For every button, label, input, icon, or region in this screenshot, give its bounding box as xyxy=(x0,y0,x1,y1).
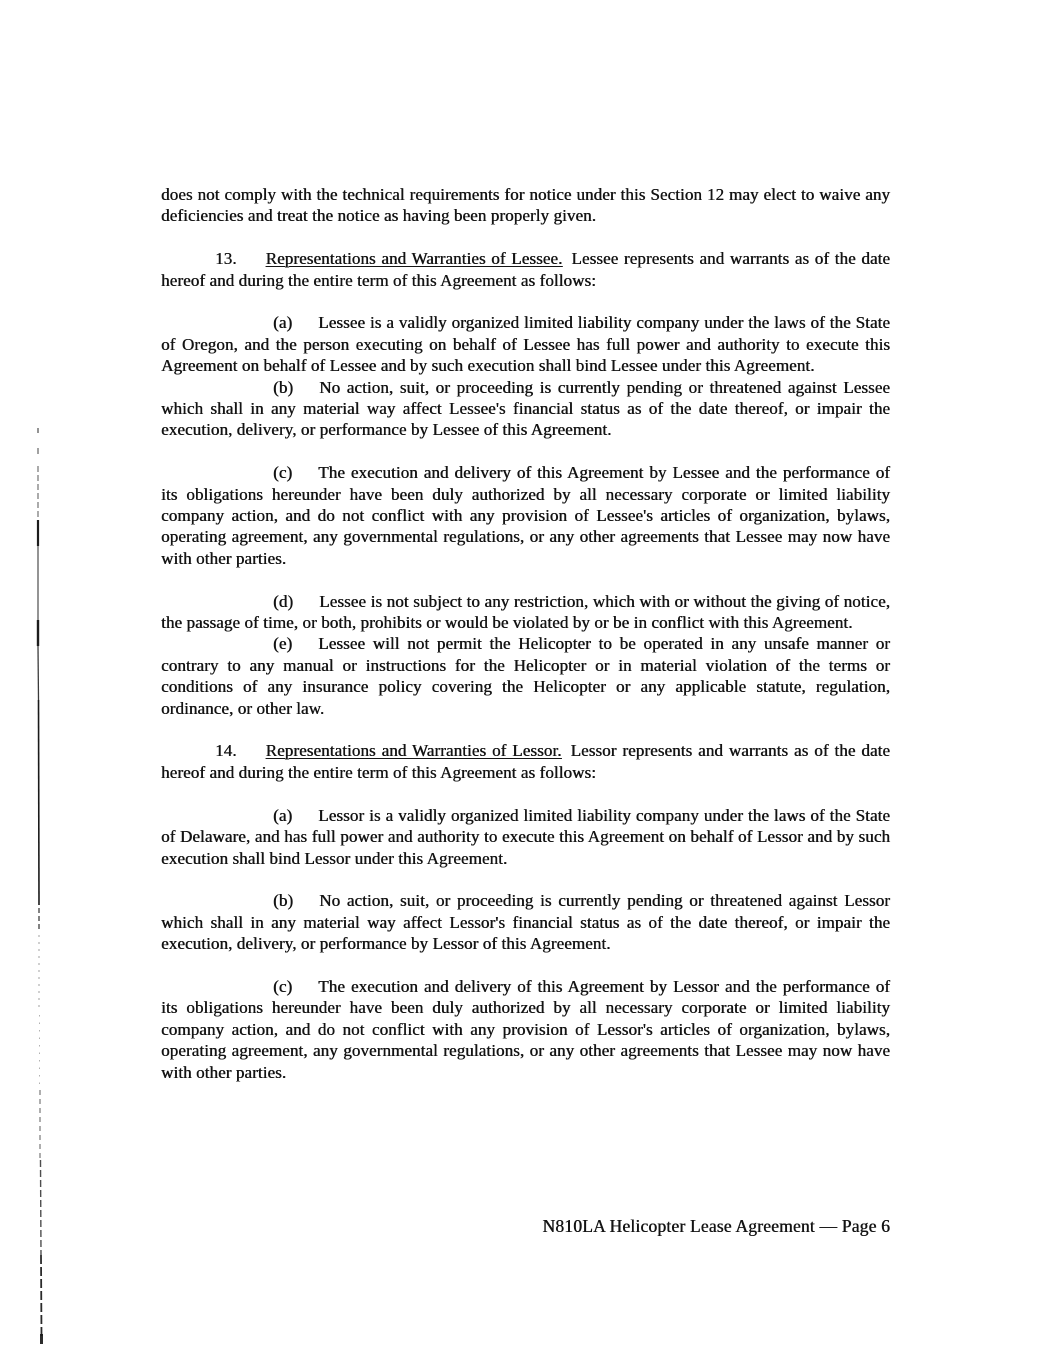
paragraph-intro-text: does not comply with the technical requirements for notice under this Section 12 may elect to waive any deficiencies and treat the notice as having been properly given. xyxy=(161,185,890,226)
clause-13d-text: Lessee is not subject to any restriction, which with or without the giving of notice, the passage of time, or both, prohibits or would be violated by or be in conflict with this Agreement. xyxy=(161,591,890,633)
clause-13d xyxy=(161,591,890,634)
section-14-heading-tail: Lessor represents and warrants as of the date hereof and during the entire term of this Agreement as follows: xyxy=(161,741,890,782)
section-13-heading xyxy=(161,248,890,291)
clause-13b-label: (b) xyxy=(273,377,294,397)
section-13-heading-tail: Lessee represents and warrants as of the date hereof and during the entire term of this Agreement as follows: xyxy=(161,249,890,290)
clause-14a xyxy=(161,805,890,869)
clause-13e-label: (e) xyxy=(273,634,293,654)
page-footer-text: N810LA Helicopter Lease Agreement — Page 6 xyxy=(542,1216,890,1236)
paragraph-intro xyxy=(161,184,890,227)
clause-13a-label: (a) xyxy=(273,313,293,333)
clause-14b-label: (b) xyxy=(273,891,294,911)
document-body xyxy=(161,184,890,1083)
clause-13e-text: Lessee will not permit the Helicopter to be operated in any unsafe manner or contrary to any manual or instructions for the Helicopter or in material violation of the terms or conditions of any insurance policy covering the Helicopter or any applicable statute, regulation, ordinance, or other law. xyxy=(161,634,890,718)
section-14-title: Representations and Warranties of Lessor. xyxy=(265,741,562,761)
scan-artifact-line xyxy=(0,0,60,1365)
clause-14a-text: Lessor is a validly organized limited liability company under the laws of the State of Delaware, and has full power and authority to execute this Agreement on behalf of Lessor and by such execution shall bind Lessor under this Agreement. xyxy=(161,805,890,868)
clause-13a-text: Lessee is a validly organized limited liability company under the laws of the State of Oregon, and the person executing on behalf of Lessee has full power and authority to execute this Agreement on behalf of Lessee and by such execution shall bind Lessee under this Agreement. xyxy=(161,313,890,376)
clause-13e xyxy=(161,633,890,719)
clause-13b-text: No action, suit, or proceeding is currently pending or threatened against Lessee which shall in any material way affect Lessee's financial status as of the date thereof, or impair the execution, delivery, or performance by Lessee of this Agreement. xyxy=(161,377,890,440)
section-14-heading xyxy=(161,740,890,783)
clause-14a-label: (a) xyxy=(273,805,293,825)
clause-14b xyxy=(161,890,890,954)
clause-13c-text: The execution and delivery of this Agreement by Lessee and the performance of its obligations hereunder have been duly authorized by all necessary corporate or limited liability company action, and do not conflict with any provision of Lessee's articles of organization, bylaws, operating agreement, any governmental regulations, or any other agreements that Lessee may now have with other parties. xyxy=(161,463,890,568)
clause-13c xyxy=(161,462,890,569)
clause-14c-label: (c) xyxy=(273,976,293,996)
section-14-number: 14. xyxy=(215,741,237,761)
clause-13c-label: (c) xyxy=(273,463,293,483)
page-footer xyxy=(161,1216,890,1237)
section-13-title: Representations and Warranties of Lessee. xyxy=(265,249,563,269)
clause-13b xyxy=(161,377,890,441)
clause-14b-text: No action, suit, or proceeding is currently pending or threatened against Lessor which shall in any material way affect Lessor's financial status as of the date thereof, or impair the execution, delivery, or performance by Lessor of this Agreement. xyxy=(161,891,890,954)
clause-14c-text: The execution and delivery of this Agreement by Lessor and the performance of its obligations hereunder have been duly authorized by all necessary corporate or limited liability company action, and do not conflict with any provision of Lessor's articles of organization, bylaws, operating agreement, any governmental regulations, or any other agreements that Lessee may now have with other parties. xyxy=(161,976,890,1082)
section-13-number: 13. xyxy=(215,249,237,269)
clause-13a xyxy=(161,312,890,376)
clause-14c xyxy=(161,976,890,1083)
clause-13d-label: (d) xyxy=(273,591,294,611)
